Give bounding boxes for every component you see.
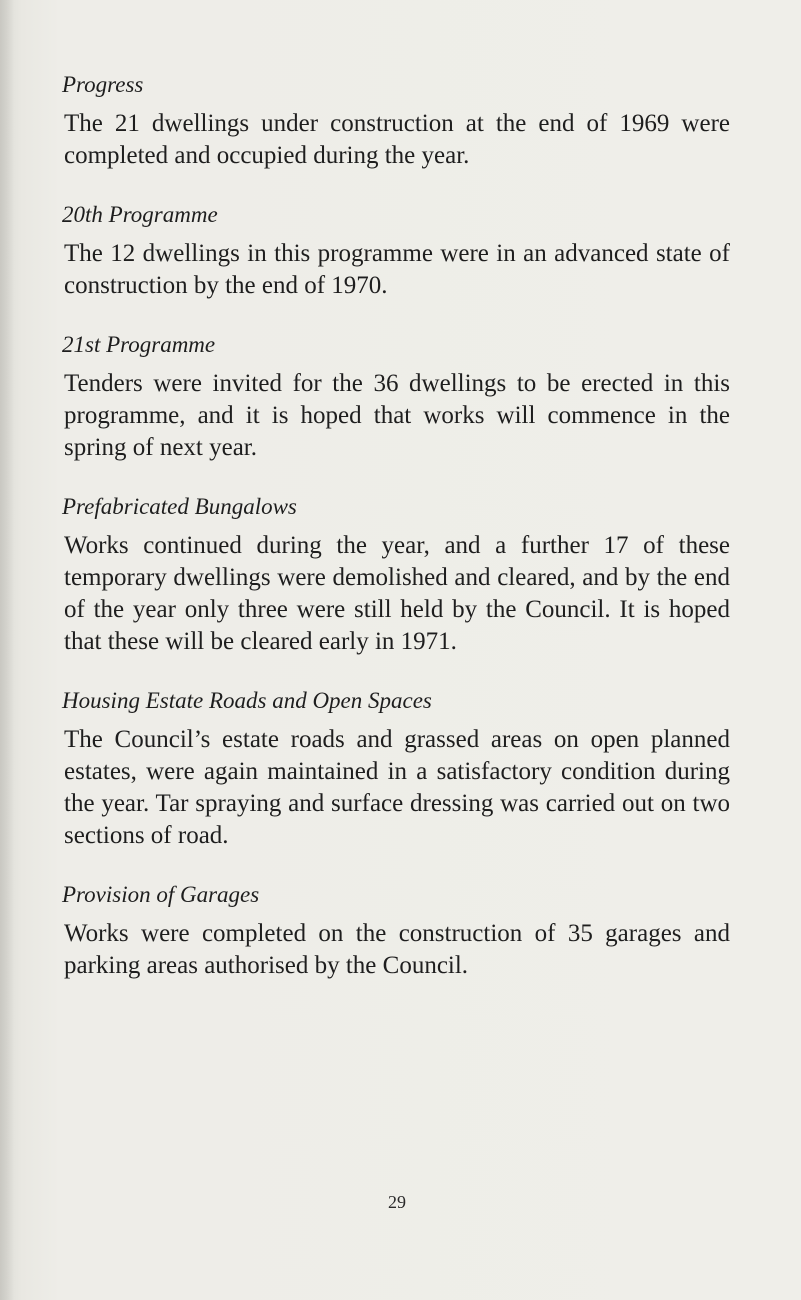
page-number: 29: [388, 1192, 406, 1212]
section-21st-programme: [62, 330, 730, 464]
section-paragraph: Works continued during the year, and a further 17 of these temporary dwellings were demolished and cleared, and by the end of the year only three were still held by the Council. It is hoped that these will be cleared early in 1971.: [64, 532, 730, 655]
section-heading: 20th Programme: [62, 202, 218, 227]
section-progress: [62, 70, 730, 172]
section-20th-programme: [62, 200, 730, 302]
section-paragraph: The 12 dwellings in this programme were in an advanced state of construction by the end of 1970.: [64, 240, 730, 299]
section-prefabricated-bungalows: [62, 492, 730, 658]
section-heading: 21st Programme: [62, 332, 216, 357]
section-estate-roads-open-spaces: [62, 686, 730, 852]
section-paragraph: Tenders were invited for the 36 dwellings to be erected in this programme, and it is hoped that works will commence in the spring of next year.: [64, 370, 730, 461]
section-heading: Prefabricated Bungalows: [62, 494, 297, 519]
section-heading: Progress: [62, 72, 144, 97]
page-content: [62, 70, 730, 1010]
section-provision-of-garages: [62, 880, 730, 982]
section-paragraph: Works were completed on the construction of 35 garages and parking areas authorised by the Council.: [64, 920, 730, 979]
section-paragraph: The Council’s estate roads and grassed areas on open planned estates, were again maintained in a satisfactory condition during the year. Tar spraying and surface dressing was carried out on two sections of road.: [64, 726, 730, 849]
section-heading: Provision of Garages: [62, 882, 260, 907]
spine-shadow: [0, 0, 14, 1300]
section-paragraph: The 21 dwellings under construction at the end of 1969 were completed and occupied during the year.: [64, 110, 730, 169]
section-heading: Housing Estate Roads and Open Spaces: [62, 688, 432, 713]
